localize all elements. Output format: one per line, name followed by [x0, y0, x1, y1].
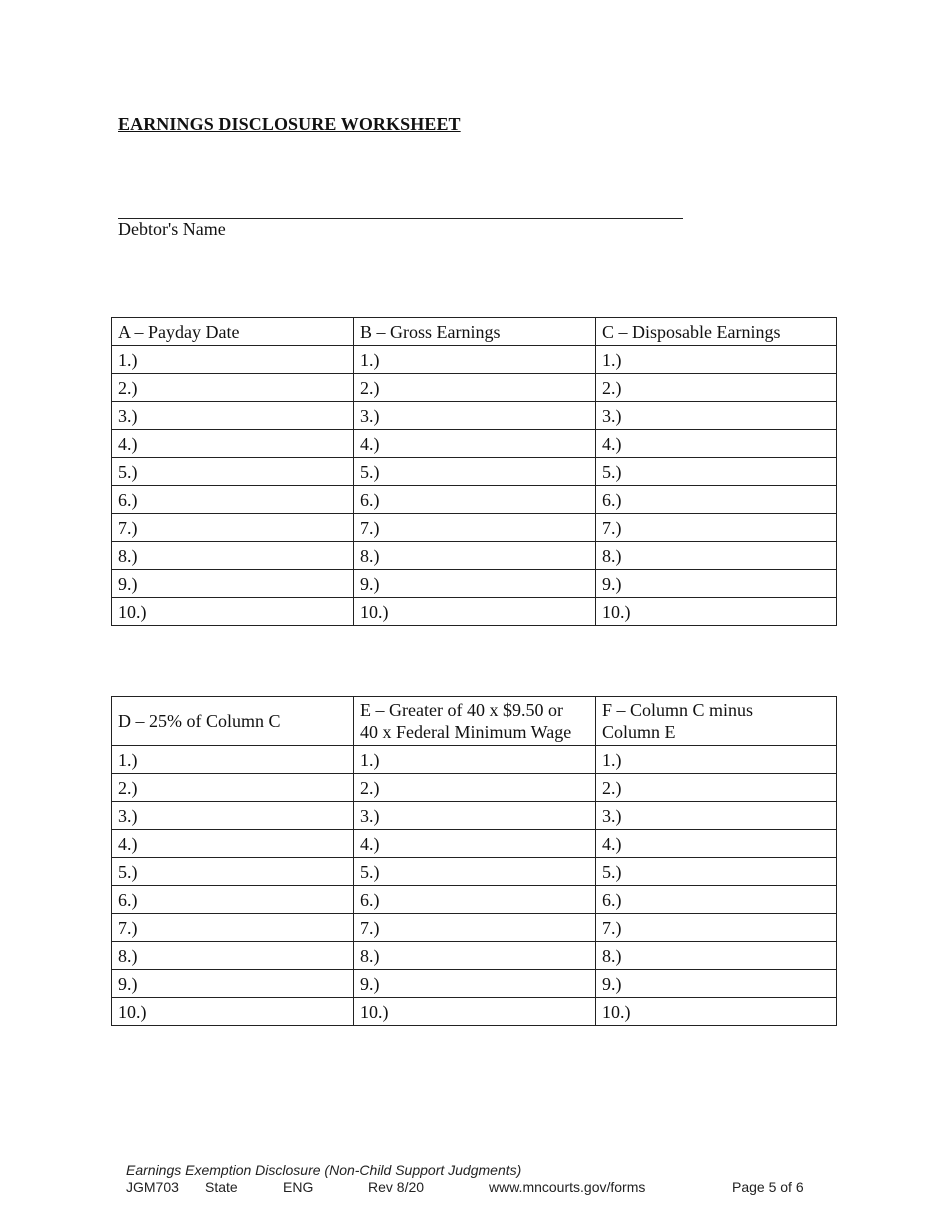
- table-cell[interactable]: 1.): [112, 346, 354, 374]
- table-row: [112, 970, 837, 998]
- column-header-line: F – Column C minus: [602, 700, 754, 720]
- table-cell[interactable]: 6.): [354, 886, 596, 914]
- table-cell[interactable]: 9.): [354, 570, 596, 598]
- table-cell[interactable]: 9.): [354, 970, 596, 998]
- table-cell[interactable]: 5.): [112, 458, 354, 486]
- table-cell[interactable]: 10.): [354, 598, 596, 626]
- table-cell[interactable]: 6.): [596, 486, 837, 514]
- table-cell[interactable]: 6.): [596, 886, 837, 914]
- table-row: [112, 430, 837, 458]
- table-cell[interactable]: 3.): [596, 802, 837, 830]
- form-revision: Rev 8/20: [368, 1179, 425, 1195]
- calculation-table: [111, 696, 837, 1026]
- table-row: [112, 802, 837, 830]
- table-cell[interactable]: 4.): [112, 830, 354, 858]
- table-row: [112, 998, 837, 1026]
- column-header-line: D – 25% of Column C: [118, 711, 281, 731]
- table-cell[interactable]: 10.): [596, 998, 837, 1026]
- table-cell[interactable]: 10.): [112, 598, 354, 626]
- table-row: [112, 542, 837, 570]
- table-cell[interactable]: 3.): [354, 402, 596, 430]
- table-row: [112, 346, 837, 374]
- table-header-row: [112, 697, 837, 746]
- table-cell[interactable]: 9.): [596, 970, 837, 998]
- column-header: C – Disposable Earnings: [596, 318, 837, 346]
- table-cell[interactable]: 9.): [596, 570, 837, 598]
- table-cell[interactable]: 8.): [112, 542, 354, 570]
- page-number: Page 5 of 6: [732, 1179, 804, 1195]
- table-row: [112, 746, 837, 774]
- table-cell[interactable]: 7.): [596, 514, 837, 542]
- table-row: [112, 458, 837, 486]
- table-cell[interactable]: 5.): [354, 458, 596, 486]
- column-header: B – Gross Earnings: [354, 318, 596, 346]
- table-cell[interactable]: 1.): [354, 746, 596, 774]
- table-cell[interactable]: 4.): [596, 430, 837, 458]
- table-row: [112, 830, 837, 858]
- table-cell[interactable]: 9.): [112, 970, 354, 998]
- table-cell[interactable]: 5.): [354, 858, 596, 886]
- table-cell[interactable]: 7.): [112, 914, 354, 942]
- form-jurisdiction: State: [205, 1179, 238, 1195]
- form-language: ENG: [283, 1179, 314, 1195]
- table-cell[interactable]: 6.): [112, 886, 354, 914]
- earnings-table: [111, 317, 837, 626]
- column-header-line: 40 x Federal Minimum Wage: [360, 722, 572, 742]
- table-cell[interactable]: 5.): [112, 858, 354, 886]
- table-cell[interactable]: 2.): [354, 774, 596, 802]
- table-cell[interactable]: 6.): [112, 486, 354, 514]
- table-row: [112, 514, 837, 542]
- table-cell[interactable]: 2.): [112, 774, 354, 802]
- form-title: Earnings Exemption Disclosure (Non-Child Support Judgments): [126, 1162, 522, 1178]
- table-cell[interactable]: 4.): [354, 830, 596, 858]
- table-row: [112, 570, 837, 598]
- table-cell[interactable]: 7.): [596, 914, 837, 942]
- table-cell[interactable]: 7.): [354, 914, 596, 942]
- table-row: [112, 774, 837, 802]
- table-row: [112, 858, 837, 886]
- table-cell[interactable]: 3.): [596, 402, 837, 430]
- table-row: [112, 914, 837, 942]
- table-row: [112, 886, 837, 914]
- table-cell[interactable]: 10.): [596, 598, 837, 626]
- column-header: A – Payday Date: [112, 318, 354, 346]
- table-cell[interactable]: 4.): [112, 430, 354, 458]
- table-cell[interactable]: 1.): [354, 346, 596, 374]
- table-cell[interactable]: 3.): [112, 402, 354, 430]
- table-cell[interactable]: 1.): [596, 346, 837, 374]
- table-cell[interactable]: 8.): [596, 542, 837, 570]
- table-row: [112, 942, 837, 970]
- column-header: [112, 697, 354, 746]
- table-cell[interactable]: 5.): [596, 458, 837, 486]
- table-cell[interactable]: 10.): [354, 998, 596, 1026]
- table-cell[interactable]: 7.): [112, 514, 354, 542]
- table-cell[interactable]: 4.): [596, 830, 837, 858]
- table-row: [112, 486, 837, 514]
- table-cell[interactable]: 9.): [112, 570, 354, 598]
- table-cell[interactable]: 10.): [112, 998, 354, 1026]
- form-code: JGM703: [126, 1179, 179, 1195]
- table-cell[interactable]: 7.): [354, 514, 596, 542]
- table-cell[interactable]: 1.): [596, 746, 837, 774]
- table-cell[interactable]: 3.): [112, 802, 354, 830]
- table-cell[interactable]: 1.): [112, 746, 354, 774]
- table-cell[interactable]: 3.): [354, 802, 596, 830]
- table-cell[interactable]: 6.): [354, 486, 596, 514]
- table-cell[interactable]: 2.): [596, 774, 837, 802]
- debtor-name-label: Debtor's Name: [118, 219, 226, 239]
- forms-website-link[interactable]: www.mncourts.gov/forms: [489, 1179, 646, 1195]
- table-cell[interactable]: 8.): [354, 542, 596, 570]
- table-cell[interactable]: 8.): [112, 942, 354, 970]
- column-header-line: Column E: [602, 722, 676, 742]
- table-row: [112, 598, 837, 626]
- table-cell[interactable]: 2.): [596, 374, 837, 402]
- table-cell[interactable]: 2.): [112, 374, 354, 402]
- column-header-line: E – Greater of 40 x $9.50 or: [360, 700, 563, 720]
- column-header: [596, 697, 837, 746]
- table-cell[interactable]: 8.): [354, 942, 596, 970]
- table-cell[interactable]: 5.): [596, 858, 837, 886]
- table-row: [112, 374, 837, 402]
- page-footer: [126, 1162, 804, 1197]
- worksheet-title: EARNINGS DISCLOSURE WORKSHEET: [118, 114, 461, 134]
- table-cell[interactable]: 2.): [354, 374, 596, 402]
- table-cell[interactable]: 4.): [354, 430, 596, 458]
- table-row: [112, 402, 837, 430]
- table-cell[interactable]: 8.): [596, 942, 837, 970]
- column-header: [354, 697, 596, 746]
- table-header-row: [112, 318, 837, 346]
